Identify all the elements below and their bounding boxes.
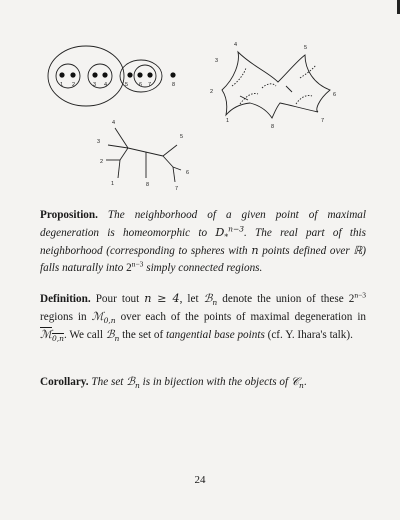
svg-text:5: 5 [180, 134, 184, 140]
svg-text:4: 4 [112, 120, 116, 126]
svg-text:3: 3 [97, 139, 101, 145]
svg-text:7: 7 [321, 118, 325, 124]
circle-3-4 [88, 64, 112, 88]
svg-text:2: 2 [72, 82, 76, 88]
svg-text:7: 7 [148, 82, 152, 88]
svg-text:8: 8 [271, 124, 275, 130]
definition-heading: Definition. [40, 293, 91, 305]
figures-area [0, 0, 400, 200]
corollary-heading: Corollary. [40, 376, 89, 388]
svg-text:2: 2 [210, 89, 214, 95]
outer-circle-left [48, 46, 124, 106]
corollary-paragraph: Corollary. The set ℬ$_n$ is in bijection with the objects of 𝒞$_n$. [40, 375, 307, 391]
svg-text:5: 5 [304, 45, 308, 51]
proposition-paragraph: Proposition. The neighborhood of a given point of maximal degeneration is homeomorphic to $D_*^{n-3}$. The real part of this neighborhood (corresponding to spheres with n points defined over ℝ) falls naturally into $2^{n-3}$ simply connected regions. [40, 209, 367, 274]
svg-text:7: 7 [175, 186, 179, 192]
svg-text:6: 6 [333, 92, 337, 98]
svg-text:1: 1 [60, 82, 64, 88]
circle-points [59, 72, 175, 77]
svg-text:5: 5 [125, 82, 129, 88]
svg-text:2: 2 [100, 159, 104, 165]
svg-text:3: 3 [215, 58, 219, 64]
tree-diagram [106, 128, 184, 182]
page-number: 24 [194, 474, 206, 486]
svg-text:3: 3 [93, 82, 97, 88]
svg-text:6: 6 [139, 82, 143, 88]
svg-text:6: 6 [186, 170, 190, 176]
proposition-heading: Proposition. [40, 209, 98, 221]
circle-6-7 [134, 65, 156, 87]
regions-diagram [222, 52, 330, 118]
svg-text:8: 8 [146, 182, 150, 188]
svg-text:1: 1 [226, 118, 230, 124]
svg-text:4: 4 [104, 82, 108, 88]
definition-paragraph: Definition. Pour tout n ≥ 4, let ℬ$_n$ denote the union of these $2^{n-3}$ regions in ℳ$_{0,n}$ over each of the points of maximal degeneration in ℳ$_{0,n}$. We call ℬ$_n$ the set of tangential base points (cf. Y. Ihara's talk). [40, 290, 367, 344]
svg-text:1: 1 [111, 181, 115, 187]
svg-text:4: 4 [234, 42, 238, 48]
svg-text:8: 8 [172, 82, 176, 88]
